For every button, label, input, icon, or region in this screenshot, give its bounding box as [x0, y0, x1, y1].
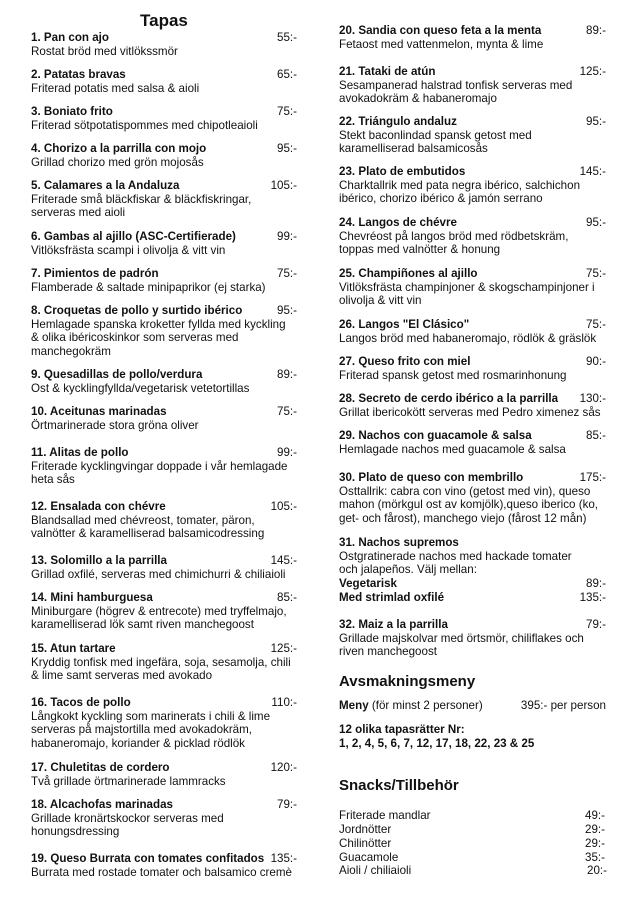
- item-title: 15. Atun tartare: [31, 642, 116, 655]
- item-title: 7. Pimientos de padrón: [31, 267, 159, 280]
- snack-price: 35:-: [585, 851, 605, 864]
- item-title: 2. Patatas bravas: [31, 68, 126, 81]
- item-description: Friterade kycklingvingar doppade i vår hemlagade heta sås: [31, 459, 288, 487]
- tasting-heading: Avsmakningsmeny: [339, 673, 476, 690]
- menu-item: [339, 471, 606, 525]
- tapas-heading: Tapas: [140, 11, 188, 30]
- snack-name: Chilinötter: [339, 837, 392, 850]
- nachos-option-oxfile: [339, 591, 606, 605]
- item-description: Ostgratinerade nachos med hackade tomater och jalapeños. Välj mellan:: [339, 549, 572, 577]
- menu-item: [339, 318, 606, 345]
- item-price: 175:-: [579, 471, 606, 484]
- item-title: 27. Queso frito con miel: [339, 355, 471, 368]
- item-description: Friterad potatis med salsa & aioli: [31, 81, 200, 95]
- menu-item: [31, 446, 297, 487]
- item-description: Burrata med rostade tomater och balsamico cremè: [31, 865, 292, 879]
- item-description: Friterad spansk getost med rosmarinhonung: [339, 368, 567, 382]
- snack-price: 20:-: [587, 864, 607, 877]
- item-title: 6. Gambas al ajillo (ASC-Certifierade): [31, 230, 236, 243]
- item-price: 125:-: [579, 65, 606, 78]
- snack-name: Aioli / chiliaioli: [339, 864, 412, 877]
- item-title: 5. Calamares a la Andaluza: [31, 179, 180, 192]
- item-price: 130:-: [579, 392, 606, 405]
- menu-item: [31, 267, 297, 294]
- item-description: Friterade små bläckfiskar & bläckfiskringar, serveras med aioli: [31, 192, 252, 220]
- item-description: Grillad oxfilé, serveras med chimichurri & chiliaioli: [31, 567, 286, 581]
- item-description: Langos bröd med habaneromajo, rödlök & gräslök: [339, 331, 597, 345]
- item-description: Hemlagade spanska kroketter fyllda med kyckling & olika ibéricoskinkor som serveras med manchegokräm: [31, 317, 286, 358]
- snack-price: 29:-: [585, 823, 605, 836]
- tasting-menu-line: [339, 699, 606, 713]
- item-price: 99:-: [277, 230, 297, 243]
- item-price: 65:-: [277, 68, 297, 81]
- item-price: 135:-: [270, 852, 297, 865]
- menu-item: [31, 554, 297, 581]
- item-price: 75:-: [586, 267, 606, 280]
- option-price: 135:-: [579, 591, 606, 604]
- item-title: 26. Langos "El Clásico": [339, 318, 470, 331]
- menu-item: [31, 179, 297, 220]
- item-description: Fetaost med vattenmelon, mynta & lime: [339, 37, 544, 51]
- item-price: 120:-: [270, 761, 297, 774]
- menu-item: [31, 500, 297, 541]
- menu-item: [339, 392, 606, 419]
- item-description: Sesampanerad halstrad tonfisk serveras med avokadokräm & habaneromajo: [339, 78, 573, 106]
- item-title: 14. Mini hamburguesa: [31, 591, 153, 604]
- item-description: Hemlagade nachos med guacamole & salsa: [339, 442, 566, 456]
- item-price: 75:-: [586, 318, 606, 331]
- item-title: 21. Tataki de atún: [339, 65, 436, 78]
- menu-item: [31, 591, 297, 632]
- item-title: 10. Aceitunas marinadas: [31, 405, 167, 418]
- item-title: 19. Queso Burrata con tomates confitados: [31, 852, 265, 865]
- item-description: Vitlöksfrästa scampi i olivolja & vitt vin: [31, 243, 226, 257]
- item-title: 16. Tacos de pollo: [31, 696, 131, 709]
- item-title: 12. Ensalada con chévre: [31, 500, 166, 513]
- item-description: Osttallrik: cabra con vino (getost med vin), queso mahon (mörkgul ost av komjölk),queso iberico (ko, get- och fårost), manchego viejo (fårost 12 mån): [339, 484, 599, 525]
- item-title: 17. Chuletitas de cordero: [31, 761, 170, 774]
- item-title: 31. Nachos supremos: [339, 536, 459, 549]
- tasting-menu-price: 395:- per person: [520, 699, 606, 712]
- snack-item: [339, 851, 605, 865]
- item-description: Rostat bröd med vitlökssmör: [31, 44, 178, 58]
- menu-item: [339, 618, 606, 659]
- item-description: Ost & kycklingfyllda/vegetarisk vetetortillas: [31, 381, 250, 395]
- menu-item: [339, 65, 606, 106]
- item-price: 90:-: [586, 355, 606, 368]
- item-price: 55:-: [277, 31, 297, 44]
- item-price: 110:-: [271, 696, 297, 709]
- item-description: Blandsallad med chévreost, tomater, päron, valnötter & karamelliserad balsamicodressing: [31, 513, 265, 541]
- item-title: 29. Nachos con guacamole & salsa: [339, 429, 532, 442]
- item-price: 85:-: [586, 429, 606, 442]
- item-description: Grillad chorizo med grön mojosås: [31, 155, 204, 169]
- tasting-dishes-list: 1, 2, 4, 5, 6, 7, 12, 17, 18, 22, 23 & 25: [339, 737, 535, 750]
- snack-item: [339, 823, 605, 837]
- menu-item: [339, 355, 606, 382]
- menu-item: [31, 31, 297, 58]
- item-description: Grillade kronärtskockor serveras med honungsdressing: [31, 811, 224, 839]
- menu-item: [31, 696, 297, 750]
- snack-item: [339, 837, 605, 851]
- menu-item: [31, 761, 297, 788]
- menu-item: [31, 105, 297, 132]
- item-description: Charktallrik med pata negra ibérico, salchichon ibérico, chorizo ibérico & jamón serrano: [339, 178, 581, 206]
- item-description: Örtmarinerade stora gröna oliver: [31, 418, 199, 432]
- item-title: 9. Quesadillas de pollo/verdura: [31, 368, 203, 381]
- item-title: 4. Chorizo a la parrilla con mojo: [31, 142, 207, 155]
- menu-item: [31, 405, 297, 432]
- item-price: 75:-: [277, 267, 297, 280]
- item-title: 1. Pan con ajo: [31, 31, 109, 44]
- item-description: Miniburgare (högrev & entrecote) med tryffelmajo, karamelliserad lök samt riven manchegoost: [31, 604, 287, 632]
- item-price: 145:-: [579, 165, 606, 178]
- item-price: 89:-: [277, 368, 297, 381]
- option-price: 89:-: [586, 577, 606, 590]
- item-description: Chevréost på langos bröd med rödbetskräm, toppas med valnötter & honung: [339, 229, 569, 257]
- item-price: 89:-: [586, 24, 606, 37]
- item-title: 30. Plato de queso con membrillo: [339, 471, 524, 484]
- option-label: Med strimlad oxfilé: [339, 591, 445, 604]
- item-description: Två grillade örtmarinerade lammracks: [31, 774, 226, 788]
- item-price: 99:-: [277, 446, 297, 459]
- item-description: Långkokt kyckling som marinerats i chili & lime serveras på majstortilla med avokadokräm, habaneromajo, koriander & picklad rödlök: [31, 709, 271, 750]
- item-description: Stekt baconlindad spansk getost med karamelliserad balsamicosås: [339, 128, 532, 156]
- item-price: 95:-: [586, 216, 606, 229]
- item-title: 25. Champiñones al ajillo: [339, 267, 478, 280]
- menu-item: [31, 642, 297, 683]
- item-description: Grillade majskolvar med örtsmör, chiliflakes och riven manchegoost: [339, 631, 584, 659]
- menu-item: [31, 304, 297, 358]
- tasting-menu-note: (för minst 2 personer): [371, 699, 483, 712]
- item-title: 8. Croquetas de pollo y surtido ibérico: [31, 304, 243, 317]
- item-title: 32. Maiz a la parrilla: [339, 618, 448, 631]
- item-price: 75:-: [277, 105, 297, 118]
- menu-item: [339, 165, 606, 206]
- item-price: 79:-: [586, 618, 606, 631]
- item-description: Kryddig tonfisk med ingefära, soja, sesamolja, chili & lime samt serveras med avokado: [31, 655, 291, 683]
- menu-item: [31, 852, 297, 879]
- menu-item: [339, 24, 606, 51]
- option-label: Vegetarisk: [339, 577, 398, 590]
- menu-item: [31, 368, 297, 395]
- menu-item: [339, 115, 606, 156]
- item-description: Friterad sötpotatispommes med chipotleaioli: [31, 118, 258, 132]
- item-price: 95:-: [277, 304, 297, 317]
- item-price: 95:-: [277, 142, 297, 155]
- item-price: 105:-: [270, 500, 297, 513]
- item-description: Flamberade & saltade minipaprikor (ej starka): [31, 280, 266, 294]
- item-price: 105:-: [270, 179, 297, 192]
- item-title: 3. Boniato frito: [31, 105, 113, 118]
- nachos-option-vegetarisk: [339, 577, 606, 591]
- tasting-menu-label: Meny: [339, 699, 369, 712]
- menu-item: [31, 798, 297, 839]
- item-title: 28. Secreto de cerdo ibérico a la parrilla: [339, 392, 559, 405]
- menu-item: [31, 68, 297, 95]
- menu-item: [339, 267, 606, 308]
- snack-price: 29:-: [585, 837, 605, 850]
- item-title: 13. Solomillo a la parrilla: [31, 554, 167, 567]
- item-title: 20. Sandia con queso feta a la menta: [339, 24, 542, 37]
- snack-name: Jordnötter: [339, 823, 392, 836]
- item-title: 22. Triángulo andaluz: [339, 115, 457, 128]
- snack-price: 49:-: [585, 809, 605, 822]
- item-price: 79:-: [277, 798, 297, 811]
- menu-item: [339, 216, 606, 257]
- menu-item: [31, 230, 297, 257]
- item-price: 125:-: [270, 642, 297, 655]
- item-price: 85:-: [277, 591, 297, 604]
- menu-item: [339, 536, 606, 577]
- tasting-dishes-label: 12 olika tapasrätter Nr:: [339, 723, 465, 736]
- snack-item: [339, 809, 605, 823]
- snack-name: Guacamole: [339, 851, 399, 864]
- snacks-heading: Snacks/Tillbehör: [339, 777, 459, 794]
- item-title: 24. Langos de chévre: [339, 216, 457, 229]
- menu-item: [339, 429, 606, 456]
- item-price: 75:-: [277, 405, 297, 418]
- snack-item: [339, 864, 607, 878]
- item-title: 18. Alcachofas marinadas: [31, 798, 173, 811]
- snack-name: Friterade mandlar: [339, 809, 431, 822]
- item-title: 23. Plato de embutidos: [339, 165, 466, 178]
- item-description: Vitlöksfrästa champinjoner & skogschampinjoner i olivolja & vitt vin: [339, 280, 595, 308]
- item-description: Grillat ibericokött serveras med Pedro ximenez sås: [339, 405, 601, 419]
- item-title: 11. Alitas de pollo: [31, 446, 129, 459]
- item-price: 95:-: [586, 115, 606, 128]
- item-price: 145:-: [270, 554, 297, 567]
- menu-item: [31, 142, 297, 169]
